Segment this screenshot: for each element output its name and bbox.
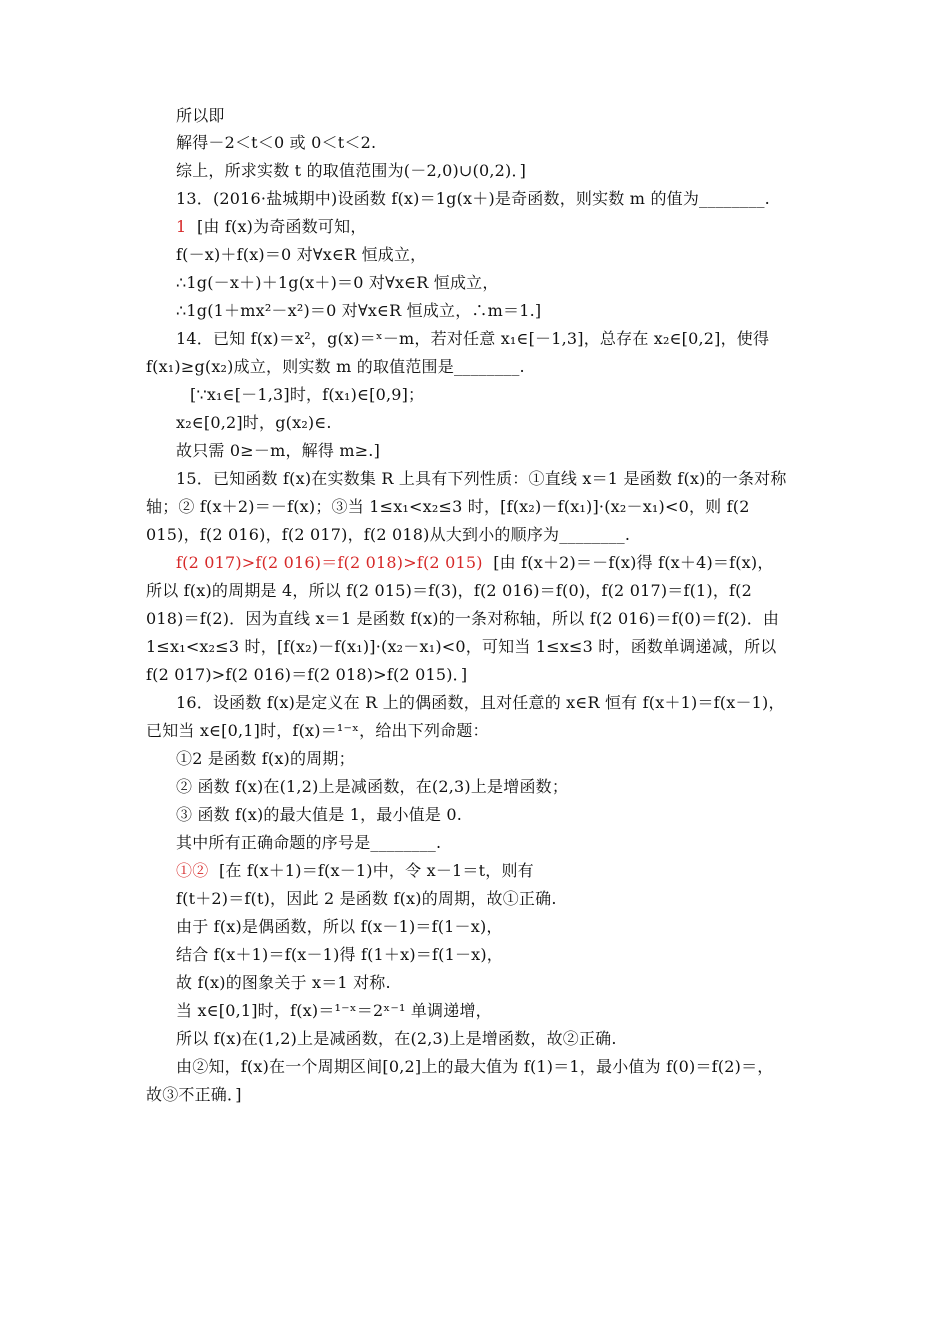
- text-line: [176, 105, 225, 127]
- line-text: 所以 f(x)在(1,2)上是减函数，在(2,3)上是增函数，故②正确.: [176, 1029, 617, 1048]
- text-line: [176, 244, 426, 266]
- line-text: 由于 f(x)是偶函数，所以 f(x－1)＝f(1－x)，: [176, 917, 503, 936]
- line-text: 已知当 x∈[0,1]时，f(x)＝¹⁻ˣ，给出下列命题：: [146, 721, 489, 740]
- line-text: [由 f(x)为奇函数可知，: [186, 217, 367, 236]
- line-text: 综上，所求实数 t 的取值范围为(－2,0)∪(0,2)．]: [176, 161, 527, 180]
- text-line: [176, 300, 541, 322]
- text-line: [176, 888, 557, 910]
- text-line: [146, 496, 750, 518]
- line-text: 所以 f(x)的周期是 4，所以 f(2 015)＝f(3)，f(2 016)＝f(0)，f(2 017)＝f(1)，f(2: [146, 581, 753, 600]
- text-line: [176, 916, 503, 938]
- line-text: [在 f(x＋1)＝f(x－1)中，令 x－1＝t，则有: [208, 861, 534, 880]
- line-text: ③ 函数 f(x)的最大值是 1，最小值是 0.: [176, 805, 463, 824]
- line-text: 13．(2016·盐城期中)设函数 f(x)＝1g(x＋)是奇函数，则实数 m 的值为________.: [176, 189, 770, 208]
- text-line: [146, 356, 525, 378]
- answer-text: ①②: [176, 861, 209, 880]
- line-text: 其中所有正确命题的序号是________.: [176, 833, 442, 852]
- text-line: [176, 1028, 617, 1050]
- line-text: ∴1g(－x＋)＋1g(x＋)＝0 对∀x∈R 恒成立，: [176, 273, 499, 292]
- line-text: [由 f(x＋2)＝－f(x)得 f(x＋4)＝f(x)，: [482, 553, 774, 572]
- line-text: 16．设函数 f(x)是定义在 R 上的偶函数，且对任意的 x∈R 恒有 f(x＋1)＝f(x－1)，: [176, 693, 785, 712]
- line-text: 故只需 0≥－m，解得 m≥.]: [176, 441, 381, 460]
- text-line: [146, 720, 489, 742]
- text-line: [176, 440, 380, 462]
- line-text: ② 函数 f(x)在(1,2)上是减函数，在(2,3)上是增函数；: [176, 777, 569, 796]
- line-text: 故 f(x)的图象关于 x＝1 对称.: [176, 973, 391, 992]
- text-line: [176, 832, 441, 854]
- text-line: [176, 160, 526, 182]
- text-line: [176, 692, 785, 714]
- text-line: [176, 216, 367, 238]
- line-text: ①2 是函数 f(x)的周期；: [176, 749, 355, 768]
- text-line: [176, 272, 499, 294]
- line-text: 轴；② f(x＋2)＝－f(x)；③当 1≤x₁<x₂≤3 时，[f(x₂)－f(x₁)]·(x₂－x₁)<0，则 f(2: [146, 497, 750, 516]
- line-text: 015)，f(2 016)，f(2 017)，f(2 018)从大到小的顺序为________.: [146, 525, 631, 544]
- line-text: 故③不正确．]: [146, 1085, 242, 1104]
- text-line: [176, 1056, 773, 1078]
- text-line: [176, 468, 787, 490]
- text-line: [146, 1084, 242, 1106]
- text-line: [176, 188, 770, 210]
- text-line: [176, 776, 568, 798]
- line-text: 解得－2＜t＜0 或 0＜t＜2.: [176, 133, 377, 152]
- line-text: 所以即: [176, 106, 225, 125]
- line-text: x₂∈[0,2]时，g(x₂)∈.: [176, 413, 332, 432]
- text-line: [146, 636, 777, 658]
- line-text: 15．已知函数 f(x)在实数集 R 上具有下列性质：①直线 x＝1 是函数 f(x)的一条对称: [176, 469, 787, 488]
- line-text: 结合 f(x＋1)＝f(x－1)得 f(1＋x)＝f(1－x)，: [176, 945, 504, 964]
- text-line: [176, 748, 355, 770]
- text-line: [190, 384, 424, 406]
- text-line: [146, 580, 752, 602]
- line-text: f(x₁)≥g(x₂)成立，则实数 m 的取值范围是________.: [146, 357, 525, 376]
- line-text: 14．已知 f(x)＝x²，g(x)＝ˣ－m，若对任意 x₁∈[－1,3]，总存在 x₂∈[0,2]，使得: [176, 329, 770, 348]
- text-line: [176, 972, 391, 994]
- text-line: [176, 132, 376, 154]
- text-line: [176, 328, 769, 350]
- line-text: f(2 017)>f(2 016)＝f(2 018)>f(2 015)．]: [146, 665, 468, 684]
- line-text: 当 x∈[0,1]时，f(x)＝¹⁻ˣ＝2ˣ⁻¹ 单调递增，: [176, 1001, 492, 1020]
- line-text: f(t＋2)＝f(t)，因此 2 是函数 f(x)的周期，故①正确.: [176, 889, 557, 908]
- text-line: [176, 1000, 492, 1022]
- text-line: [146, 608, 779, 630]
- answer-text: f(2 017)>f(2 016)＝f(2 018)>f(2 015): [176, 553, 483, 572]
- line-text: 018)＝f(2)．因为直线 x＝1 是函数 f(x)的一条对称轴，所以 f(2 016)＝f(0)＝f(2)．由: [146, 609, 780, 628]
- text-line: [176, 552, 774, 574]
- text-line: [176, 412, 332, 434]
- answer-text: 1: [176, 217, 187, 236]
- line-text: [∵x₁∈[－1,3]时，f(x₁)∈[0,9]；: [190, 385, 425, 404]
- text-line: [146, 664, 467, 686]
- text-line: [176, 804, 462, 826]
- line-text: f(－x)＋f(x)＝0 对∀x∈R 恒成立，: [176, 245, 427, 264]
- text-line: [176, 944, 503, 966]
- line-text: 1≤x₁<x₂≤3 时，[f(x₂)－f(x₁)]·(x₂－x₁)<0，可知当 1≤x≤3 时，函数单调递减，所以: [146, 637, 777, 656]
- text-line: [146, 524, 630, 546]
- line-text: 由②知，f(x)在一个周期区间[0,2]上的最大值为 f(1)＝1，最小值为 f(0)＝f(2)＝，: [176, 1057, 774, 1076]
- text-line: [176, 860, 534, 882]
- line-text: ∴1g(1＋mx²－x²)＝0 对∀x∈R 恒成立，∴m＝1.]: [176, 301, 542, 320]
